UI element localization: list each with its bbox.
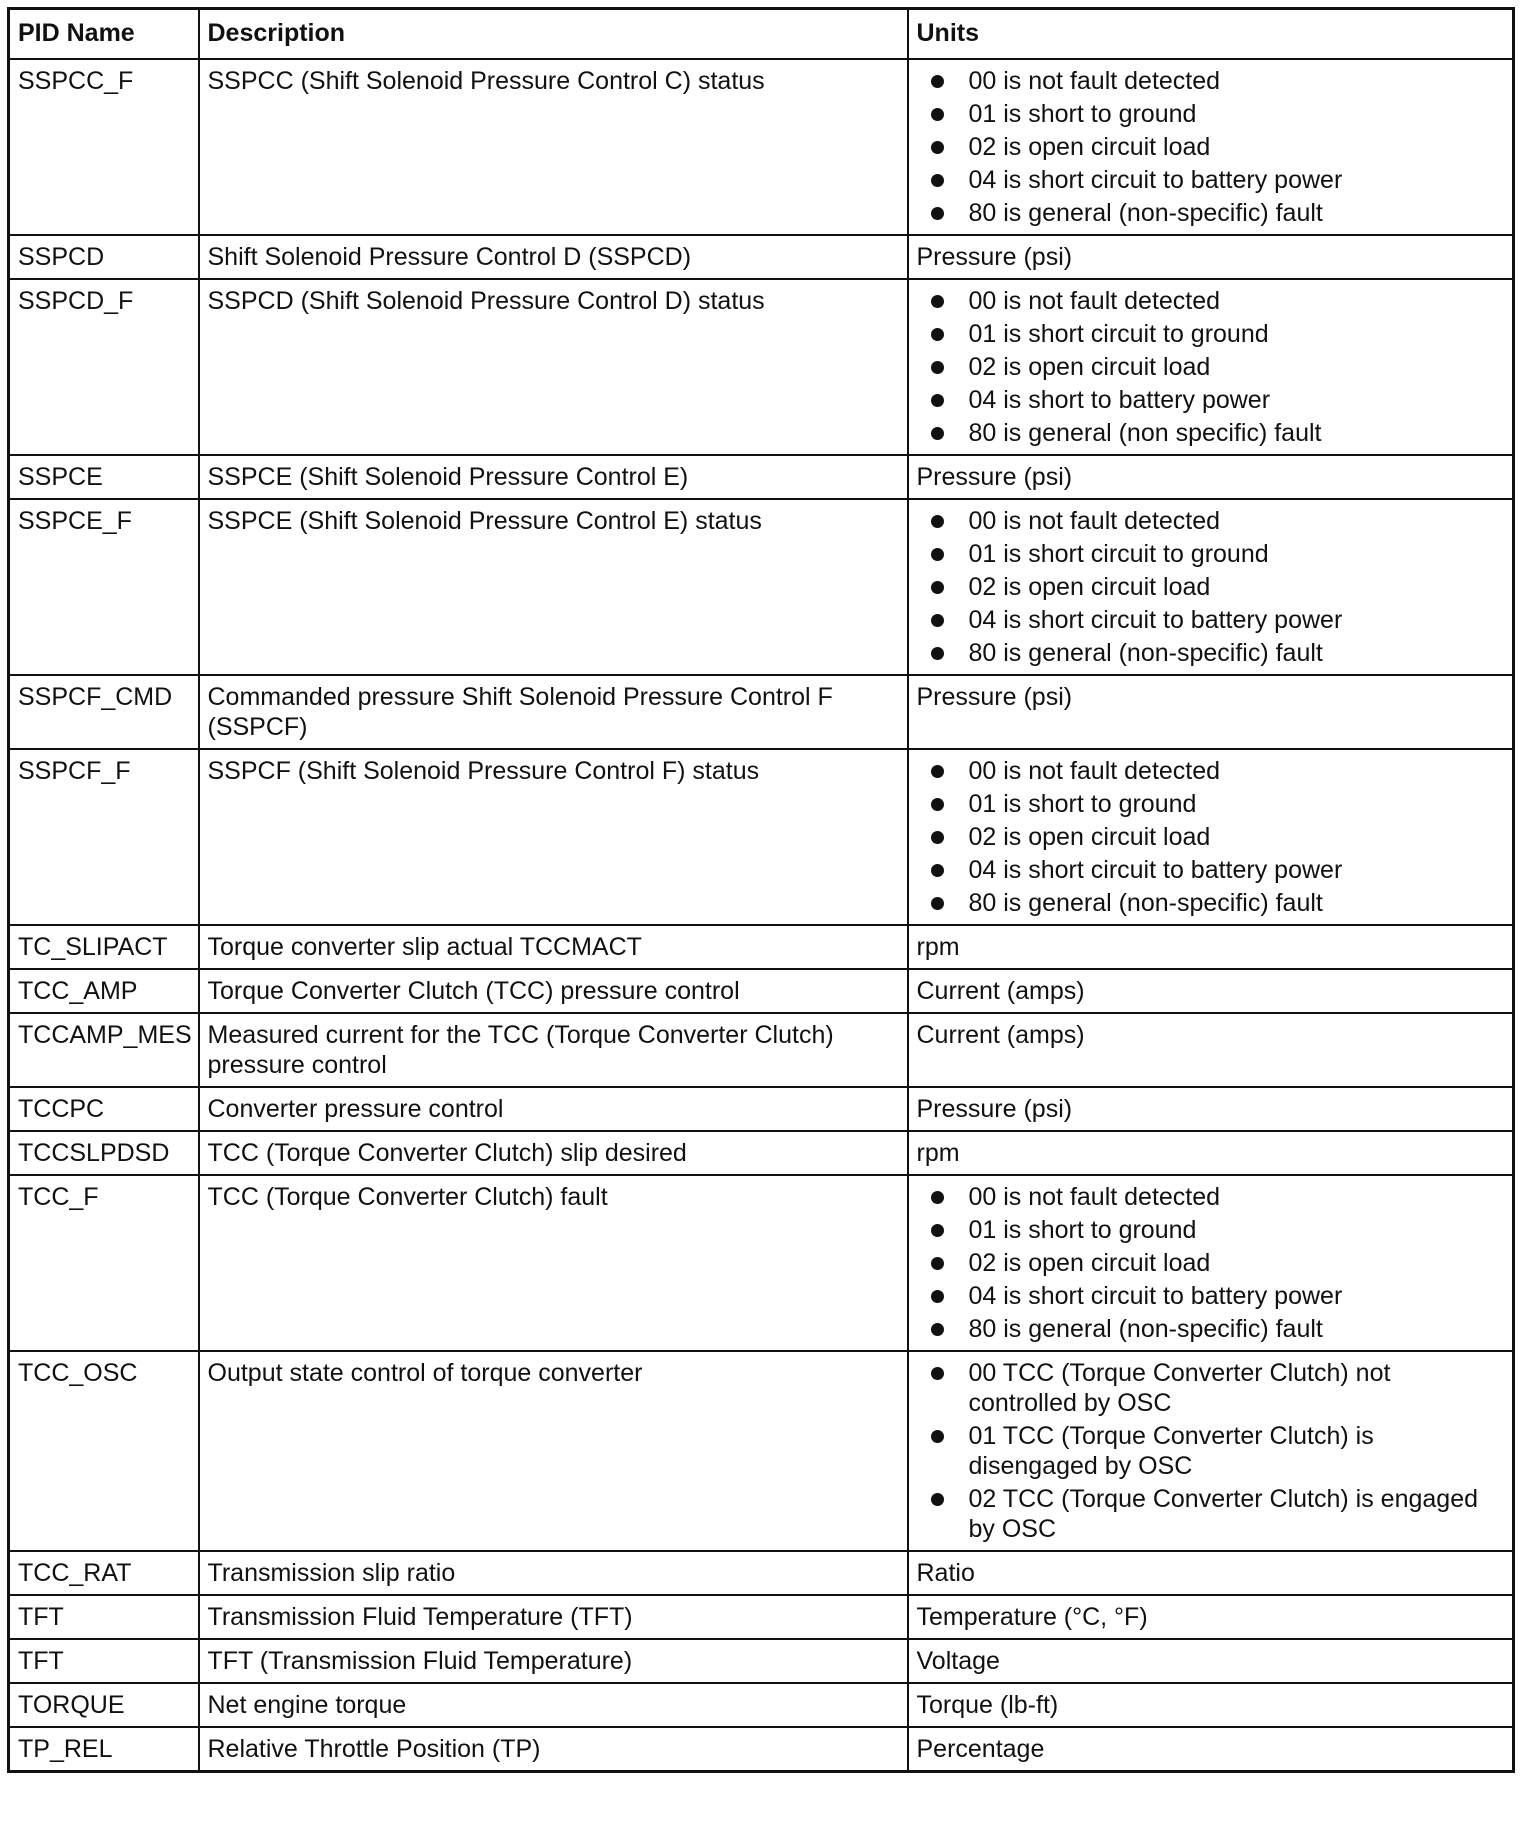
pid-cell: SSPCF_F — [9, 749, 199, 925]
units-list — [917, 756, 1505, 918]
units-item-text: 04 is short circuit to battery power — [968, 606, 1343, 634]
table-header-row — [9, 9, 1514, 60]
bullet-icon — [931, 864, 944, 877]
units-cell: Pressure (psi) — [908, 455, 1514, 499]
pid-cell: TFT — [9, 1639, 199, 1683]
units-list-item — [929, 855, 1505, 885]
table-row — [9, 1727, 1514, 1772]
units-list-item — [929, 198, 1505, 228]
table-row — [9, 1639, 1514, 1683]
bullet-icon — [931, 328, 944, 341]
units-item-text: 04 is short circuit to battery power — [968, 856, 1343, 884]
units-cell: Torque (lb-ft) — [908, 1683, 1514, 1727]
units-list-item — [929, 1484, 1505, 1544]
description-cell: Commanded pressure Shift Solenoid Pressure Control F (SSPCF) — [199, 675, 908, 749]
units-item-text: 00 is not fault detected — [968, 67, 1221, 95]
units-item-text: 01 is short circuit to ground — [968, 540, 1269, 568]
description-cell: Net engine torque — [199, 1683, 908, 1727]
bullet-icon — [931, 831, 944, 844]
table-row — [9, 1013, 1514, 1087]
units-list-item — [929, 605, 1505, 635]
units-list-item — [929, 638, 1505, 668]
units-item-text: 01 is short to ground — [968, 100, 1197, 128]
description-cell: Torque converter slip actual TCCMACT — [199, 925, 908, 969]
units-item-text: 01 TCC (Torque Converter Clutch) is disengaged by OSC — [968, 1422, 1374, 1480]
units-list-item — [929, 756, 1505, 786]
bullet-icon — [931, 427, 944, 440]
table-row — [9, 1131, 1514, 1175]
units-cell: rpm — [908, 925, 1514, 969]
units-list-item — [929, 1182, 1505, 1212]
units-list-item — [929, 66, 1505, 96]
description-cell: Converter pressure control — [199, 1087, 908, 1131]
bullet-icon — [931, 394, 944, 407]
pid-cell: TCCPC — [9, 1087, 199, 1131]
pid-cell: TFT — [9, 1595, 199, 1639]
units-list-item — [929, 506, 1505, 536]
pid-cell: TCCAMP_MES — [9, 1013, 199, 1087]
units-list — [917, 506, 1505, 668]
units-item-text: 80 is general (non specific) fault — [968, 419, 1322, 447]
bullet-icon — [931, 1430, 944, 1443]
bullet-icon — [931, 798, 944, 811]
pid-cell: SSPCC_F — [9, 59, 199, 235]
units-cell: Pressure (psi) — [908, 235, 1514, 279]
pid-table — [7, 7, 1515, 1773]
pid-cell: SSPCD_F — [9, 279, 199, 455]
units-cell — [908, 1351, 1514, 1551]
bullet-icon — [931, 765, 944, 778]
description-cell: Measured current for the TCC (Torque Converter Clutch) pressure control — [199, 1013, 908, 1087]
table-row — [9, 499, 1514, 675]
units-list-item — [929, 1281, 1505, 1311]
units-list-item — [929, 888, 1505, 918]
table-row — [9, 1551, 1514, 1595]
units-item-text: 80 is general (non-specific) fault — [968, 199, 1323, 227]
bullet-icon — [931, 1367, 944, 1380]
units-list-item — [929, 352, 1505, 382]
units-list-item — [929, 822, 1505, 852]
pid-cell: TCC_OSC — [9, 1351, 199, 1551]
bullet-icon — [931, 108, 944, 121]
units-list-item — [929, 385, 1505, 415]
bullet-icon — [931, 515, 944, 528]
description-cell: Transmission slip ratio — [199, 1551, 908, 1595]
units-item-text: 80 is general (non-specific) fault — [968, 639, 1323, 667]
units-list-item — [929, 165, 1505, 195]
units-list-item — [929, 319, 1505, 349]
table-row — [9, 675, 1514, 749]
header-units: Units — [908, 9, 1514, 60]
units-item-text: 01 is short circuit to ground — [968, 320, 1269, 348]
units-item-text: 80 is general (non-specific) fault — [968, 1315, 1323, 1343]
units-cell — [908, 279, 1514, 455]
units-list-item — [929, 572, 1505, 602]
units-list — [917, 286, 1505, 448]
pid-cell: SSPCD — [9, 235, 199, 279]
table-row — [9, 749, 1514, 925]
table-row — [9, 1087, 1514, 1131]
pid-cell: SSPCE_F — [9, 499, 199, 675]
units-cell: Temperature (°C, °F) — [908, 1595, 1514, 1639]
description-cell: Torque Converter Clutch (TCC) pressure control — [199, 969, 908, 1013]
units-item-text: 00 is not fault detected — [968, 287, 1221, 315]
bullet-icon — [931, 1224, 944, 1237]
units-item-text: 02 is open circuit load — [968, 133, 1211, 161]
pid-table-container — [7, 7, 1512, 1773]
units-item-text: 04 is short to battery power — [968, 386, 1271, 414]
units-list-item — [929, 286, 1505, 316]
pid-cell: TCCSLPDSD — [9, 1131, 199, 1175]
pid-cell: SSPCE — [9, 455, 199, 499]
table-row — [9, 235, 1514, 279]
units-list-item — [929, 1215, 1505, 1245]
description-cell: SSPCD (Shift Solenoid Pressure Control D) status — [199, 279, 908, 455]
description-cell: TCC (Torque Converter Clutch) fault — [199, 1175, 908, 1351]
bullet-icon — [931, 174, 944, 187]
units-list — [917, 66, 1505, 228]
units-cell: rpm — [908, 1131, 1514, 1175]
bullet-icon — [931, 207, 944, 220]
units-cell: Voltage — [908, 1639, 1514, 1683]
units-list-item — [929, 1248, 1505, 1278]
units-cell: Current (amps) — [908, 969, 1514, 1013]
bullet-icon — [931, 295, 944, 308]
units-list — [917, 1358, 1505, 1544]
units-list-item — [929, 99, 1505, 129]
description-cell: Transmission Fluid Temperature (TFT) — [199, 1595, 908, 1639]
table-body — [9, 59, 1514, 1772]
table-row — [9, 1683, 1514, 1727]
units-item-text: 02 is open circuit load — [968, 823, 1211, 851]
table-row — [9, 1595, 1514, 1639]
units-cell — [908, 749, 1514, 925]
units-cell: Ratio — [908, 1551, 1514, 1595]
units-item-text: 04 is short circuit to battery power — [968, 166, 1343, 194]
units-item-text: 02 is open circuit load — [968, 353, 1211, 381]
units-list-item — [929, 1358, 1505, 1418]
units-cell — [908, 499, 1514, 675]
units-list-item — [929, 132, 1505, 162]
bullet-icon — [931, 581, 944, 594]
pid-cell: TCC_RAT — [9, 1551, 199, 1595]
header-description: Description — [199, 9, 908, 60]
units-item-text: 02 TCC (Torque Converter Clutch) is engaged by OSC — [968, 1485, 1479, 1543]
pid-cell: TC_SLIPACT — [9, 925, 199, 969]
description-cell: SSPCF (Shift Solenoid Pressure Control F) status — [199, 749, 908, 925]
bullet-icon — [931, 614, 944, 627]
units-cell: Percentage — [908, 1727, 1514, 1772]
units-item-text: 01 is short to ground — [968, 1216, 1197, 1244]
table-row — [9, 1175, 1514, 1351]
description-cell: SSPCE (Shift Solenoid Pressure Control E) — [199, 455, 908, 499]
units-cell — [908, 1175, 1514, 1351]
description-cell: Shift Solenoid Pressure Control D (SSPCD) — [199, 235, 908, 279]
units-list-item — [929, 789, 1505, 819]
units-item-text: 00 TCC (Torque Converter Clutch) not controlled by OSC — [968, 1359, 1391, 1417]
table-row — [9, 59, 1514, 235]
table-row — [9, 1351, 1514, 1551]
header-pid-name: PID Name — [9, 9, 199, 60]
bullet-icon — [931, 897, 944, 910]
units-item-text: 02 is open circuit load — [968, 573, 1211, 601]
description-cell: Output state control of torque converter — [199, 1351, 908, 1551]
bullet-icon — [931, 141, 944, 154]
pid-cell: TP_REL — [9, 1727, 199, 1772]
units-cell: Pressure (psi) — [908, 1087, 1514, 1131]
bullet-icon — [931, 1323, 944, 1336]
units-item-text: 00 is not fault detected — [968, 757, 1221, 785]
bullet-icon — [931, 1257, 944, 1270]
bullet-icon — [931, 1493, 944, 1506]
units-item-text: 04 is short circuit to battery power — [968, 1282, 1343, 1310]
units-cell: Pressure (psi) — [908, 675, 1514, 749]
pid-cell: TCC_AMP — [9, 969, 199, 1013]
bullet-icon — [931, 647, 944, 660]
units-item-text: 80 is general (non-specific) fault — [968, 889, 1323, 917]
units-cell: Current (amps) — [908, 1013, 1514, 1087]
description-cell: Relative Throttle Position (TP) — [199, 1727, 908, 1772]
table-row — [9, 455, 1514, 499]
description-cell: SSPCC (Shift Solenoid Pressure Control C) status — [199, 59, 908, 235]
units-list — [917, 1182, 1505, 1344]
bullet-icon — [931, 1191, 944, 1204]
units-list-item — [929, 1314, 1505, 1344]
bullet-icon — [931, 548, 944, 561]
units-item-text: 00 is not fault detected — [968, 507, 1221, 535]
units-item-text: 01 is short to ground — [968, 790, 1197, 818]
units-list-item — [929, 1421, 1505, 1481]
pid-cell: TCC_F — [9, 1175, 199, 1351]
table-row — [9, 279, 1514, 455]
bullet-icon — [931, 75, 944, 88]
description-cell: TCC (Torque Converter Clutch) slip desired — [199, 1131, 908, 1175]
units-item-text: 00 is not fault detected — [968, 1183, 1221, 1211]
description-cell: TFT (Transmission Fluid Temperature) — [199, 1639, 908, 1683]
table-row — [9, 969, 1514, 1013]
bullet-icon — [931, 361, 944, 374]
units-cell — [908, 59, 1514, 235]
pid-cell: SSPCF_CMD — [9, 675, 199, 749]
units-list-item — [929, 418, 1505, 448]
units-item-text: 02 is open circuit load — [968, 1249, 1211, 1277]
description-cell: SSPCE (Shift Solenoid Pressure Control E) status — [199, 499, 908, 675]
pid-cell: TORQUE — [9, 1683, 199, 1727]
table-row — [9, 925, 1514, 969]
units-list-item — [929, 539, 1505, 569]
bullet-icon — [931, 1290, 944, 1303]
